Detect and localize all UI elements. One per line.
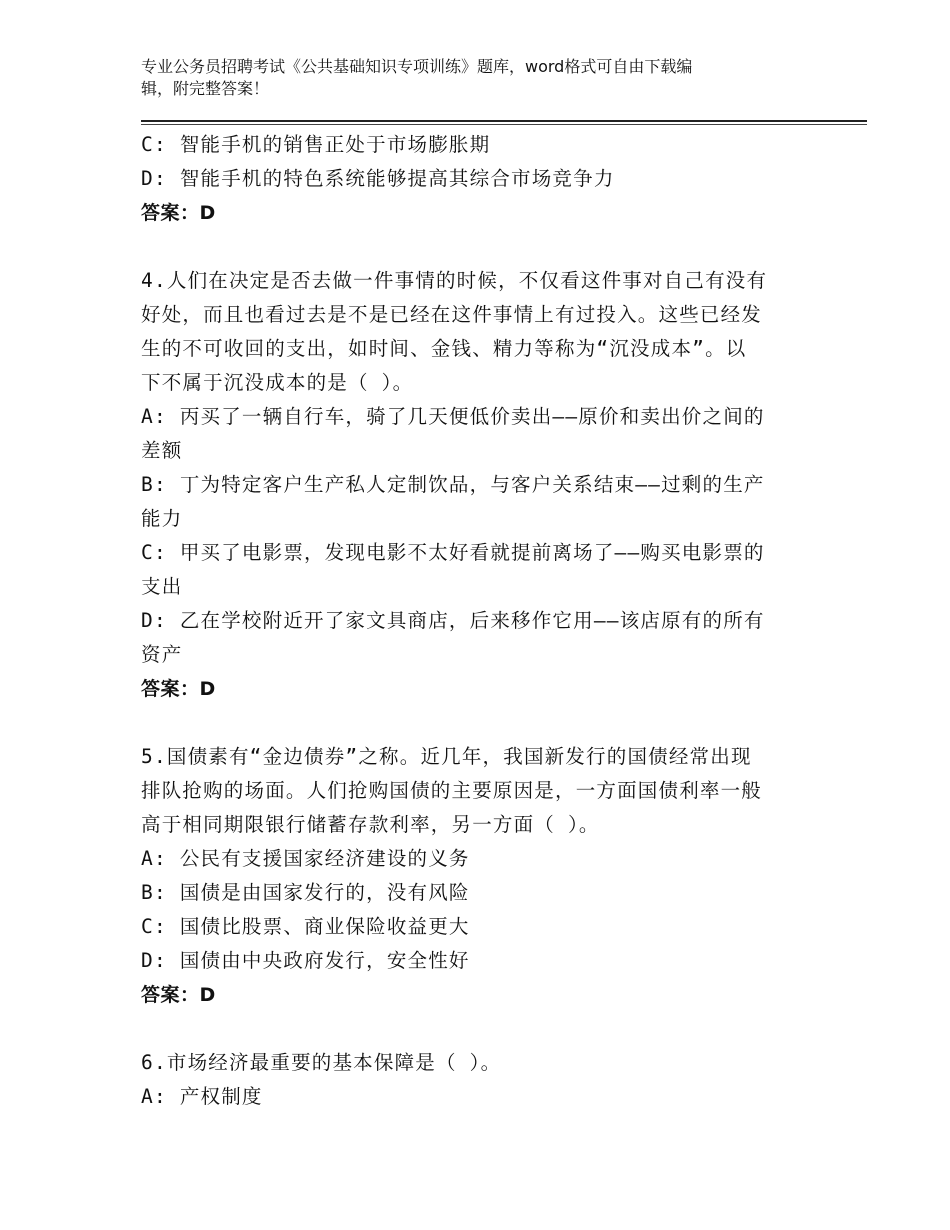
question-6 (141, 1046, 811, 1114)
question-stem-line: 高于相同期限银行储蓄存款利率，另一方面（ ）。 (141, 813, 600, 836)
option-d: D: 智能手机的特色系统能够提高其综合市场竞争力 (141, 167, 615, 190)
answer: 答案：D (141, 984, 216, 1006)
option-b: B: 国债是由国家发行的，没有风险 (141, 881, 470, 904)
answer: 答案：D (141, 678, 216, 700)
option-d-cont: 资产 (141, 643, 183, 666)
option-b-cont: 能力 (141, 507, 183, 530)
question-4 (141, 264, 811, 706)
question-stem-line: 4.人们在决定是否去做一件事情的时候，不仅看这件事对自己有没有 (141, 269, 768, 292)
question-3 (141, 128, 811, 230)
option-d: D: 国债由中央政府发行，安全性好 (141, 949, 470, 972)
option-a: A: 公民有支援国家经济建设的义务 (141, 847, 470, 870)
option-a: A: 丙买了一辆自行车，骑了几天便低价卖出——原价和卖出价之间的 (141, 405, 765, 428)
question-stem-line: 6.市场经济最重要的基本保障是（ ）。 (141, 1051, 502, 1074)
header-rule-thin (141, 124, 867, 125)
question-stem-line: 好处，而且也看过去是不是已经在这件事情上有过投入。这些已经发 (141, 303, 763, 326)
option-a-cont: 差额 (141, 439, 183, 462)
question-5 (141, 740, 811, 1012)
question-stem-line: 生的不可收回的支出，如时间、金钱、精力等称为“沉没成本”。以 (141, 337, 747, 360)
option-c-cont: 支出 (141, 575, 183, 598)
answer: 答案：D (141, 202, 216, 224)
option-c: C: 甲买了电影票，发现电影不太好看就提前离场了——购买电影票的 (141, 541, 765, 564)
question-content (141, 128, 811, 1114)
option-d: D: 乙在学校附近开了家文具商店，后来移作它用——该店原有的所有 (141, 609, 765, 632)
header-rule-thick (141, 120, 867, 122)
page-header (141, 56, 791, 100)
option-c: C: 智能手机的销售正处于市场膨胀期 (141, 133, 491, 156)
spacer (141, 1012, 811, 1046)
option-c: C: 国债比股票、商业保险收益更大 (141, 915, 470, 938)
spacer (141, 706, 811, 740)
spacer (141, 230, 811, 264)
question-stem-line: 5.国债素有“金边债券”之称。近几年，我国新发行的国债经常出现 (141, 745, 752, 768)
question-stem-line: 排队抢购的场面。人们抢购国债的主要原因是，一方面国债利率一般 (141, 779, 763, 802)
question-stem-line: 下不属于沉没成本的是（ ）。 (141, 371, 414, 394)
option-a: A: 产权制度 (141, 1085, 263, 1108)
header-line-2: 辑，附完整答案！ (141, 79, 270, 98)
option-b: B: 丁为特定客户生产私人定制饮品，与客户关系结束——过剩的生产 (141, 473, 765, 496)
header-line-1: 专业公务员招聘考试《公共基础知识专项训练》题库，word格式可自由下载编 (141, 57, 693, 76)
